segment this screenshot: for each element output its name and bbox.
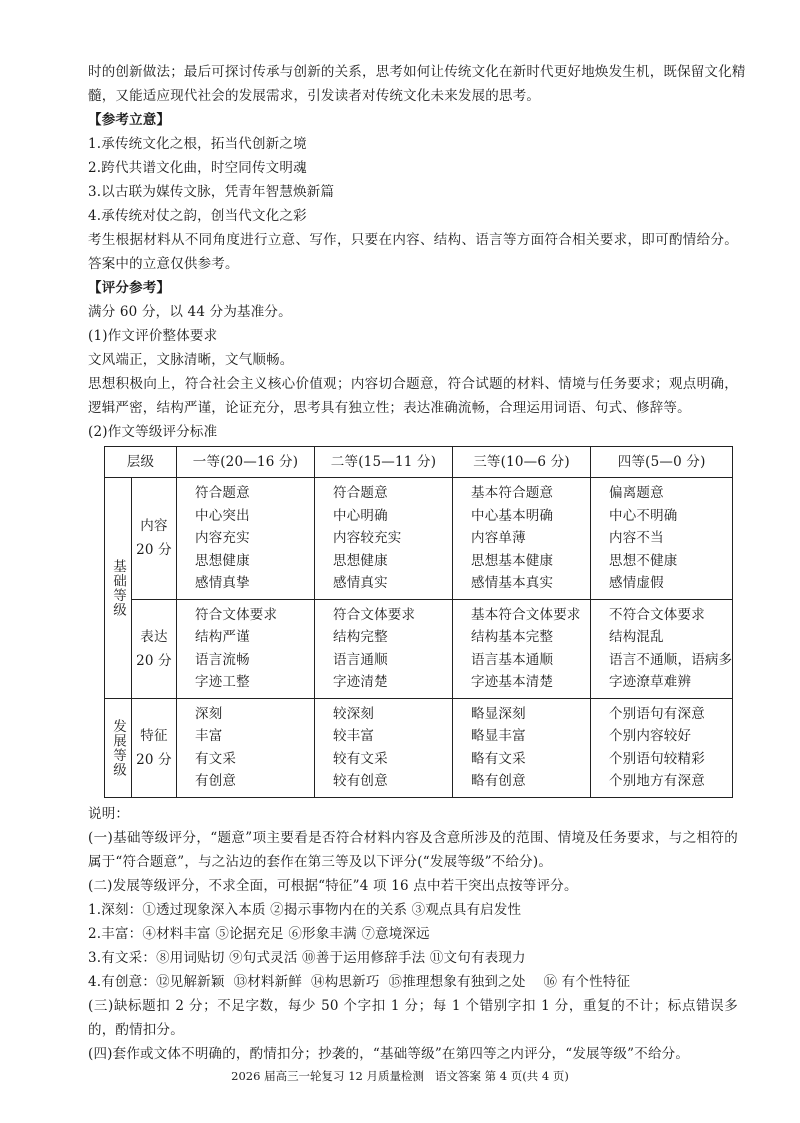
content-grade-3 <box>453 478 591 600</box>
feature-grade-3 <box>453 698 591 797</box>
intro-line-1: 时的创新做法；最后可探讨传承与创新的关系，思考如何让传统文化在新时代更好地焕发生机，既保留文化精 <box>88 64 746 80</box>
table-cell-text: 略有文采 <box>471 750 526 767</box>
ref-theme-heading: 【参考立意】 <box>88 112 171 128</box>
ref-theme-item-1: 1.承传统文化之根，拓当代创新之境 <box>88 136 307 152</box>
content-category-cell <box>132 478 177 600</box>
table-cell-text: 中心突出 <box>195 507 250 524</box>
table-cell-text: 较丰富 <box>333 728 375 744</box>
table-cell-text: 结构混乱 <box>609 629 664 645</box>
notes-heading: 说明： <box>88 805 130 822</box>
content-score: 20 分 <box>136 542 172 559</box>
table-cell-text: 字迹潦草难辨 <box>609 674 692 690</box>
expression-label: 表达 <box>140 628 168 645</box>
table-cell-text: 个别语句有深意 <box>609 705 705 722</box>
table-cell-text: 中心不明确 <box>609 507 678 524</box>
table-cell-text: 语言不通顺，语病多 <box>609 651 733 668</box>
feature-detail-1: 1.深刻：①透过现象深入本质 ②揭示事物内在的关系 ③观点具有启发性 <box>88 901 522 918</box>
header-grade-1: 一等(20—16 分) <box>177 447 315 478</box>
table-cell-text: 丰富 <box>195 728 223 744</box>
content-grade-2 <box>315 478 453 600</box>
table-cell-text: 内容单薄 <box>471 530 526 546</box>
table-cell-text: 思想健康 <box>195 552 250 569</box>
requirement-line-1: 文风端正，文脉清晰，文气顺畅。 <box>88 352 294 368</box>
feature-grade-1 <box>177 698 315 797</box>
feature-score: 20 分 <box>136 751 172 768</box>
basic-level-label: 基础等级 <box>110 558 126 617</box>
note-4: (四)套作或文体不明确的，酌情扣分；抄袭的，“基础等级”在第四等之内评分，“发展等级”不给分。 <box>88 1045 690 1062</box>
table-cell-text: 语言通顺 <box>333 651 388 668</box>
feature-detail-4: 4.有创意：⑫见解新颖 ⑬材料新鲜 ⑭构思新巧 ⑮推理想象有独到之处 ⑯ 有个性特征 <box>88 973 631 990</box>
feature-category-cell <box>132 698 177 797</box>
note-3: (三)缺标题扣 2 分；不足字数，每少 50 个字扣 1 分；每 1 个错别字扣 1 分，重复的不计；标点错误多的，酌情扣分。 <box>88 997 738 1038</box>
table-cell-text: 结构基本完整 <box>471 629 554 645</box>
table-cell-text: 内容充实 <box>195 530 250 546</box>
expression-grade-4 <box>591 599 733 698</box>
table-cell-text: 基本符合题意 <box>471 485 554 501</box>
table-cell-text: 个别地方有深意 <box>609 773 705 789</box>
table-cell-text: 中心明确 <box>333 507 388 524</box>
table-cell-text: 符合题意 <box>195 485 250 501</box>
table-cell-text: 语言基本通顺 <box>471 651 554 668</box>
table-cell-text: 结构完整 <box>333 629 388 645</box>
table-cell-text: 略有创意 <box>471 773 526 789</box>
expression-grade-2 <box>315 599 453 698</box>
table-cell-text: 有文采 <box>195 750 237 767</box>
table-cell-text: 偏离题意 <box>609 485 664 501</box>
content-grade-4 <box>591 478 733 600</box>
table-cell-text: 略显深刻 <box>471 705 526 722</box>
scoring-heading: 【评分参考】 <box>88 280 171 296</box>
table-cell-text: 语言流畅 <box>195 651 250 668</box>
basic-level-cell <box>105 478 132 699</box>
table-cell-text: 字迹基本清楚 <box>471 674 554 690</box>
header-level: 层级 <box>105 447 177 478</box>
ref-theme-item-2: 2.跨代共谱文化曲，时空同传文明魂 <box>88 160 307 176</box>
table-cell-text: 符合题意 <box>333 485 388 501</box>
table-cell-text: 不符合文体要求 <box>609 606 705 623</box>
ref-theme-item-4: 4.承传统对仗之韵，创当代文化之彩 <box>88 208 307 224</box>
table-cell-text: 个别语句较精彩 <box>609 750 705 767</box>
expression-grade-3 <box>453 599 591 698</box>
table-cell-text: 符合文体要求 <box>195 606 278 623</box>
grade-table-title: (2)作文等级评分标准 <box>88 424 218 440</box>
requirement-paragraph: 思想积极向上，符合社会主义核心价值观；内容切合题意，符合试题的材料、情境与任务要求；观点明确，逻辑严密，结构严谨，论证充分，思考具有独立性；表达准确流畅，合理运用词语、句式、修辞等。 <box>88 376 738 416</box>
page-content <box>88 60 746 1066</box>
ref-theme-item-3: 3.以古联为媒传文脉，凭青年智慧焕新篇 <box>88 184 335 200</box>
table-cell-text: 思想基本健康 <box>471 552 554 569</box>
note-1: (一)基础等级评分，“题意”项主要看是否符合材料内容及含意所涉及的范围、情境及任务要求，与之相符的属于“符合题意”，与之沾边的套作在第三等及以下评分(“发展等级”不给分)。 <box>88 829 738 870</box>
content-row <box>105 478 733 600</box>
header-grade-2: 二等(15—11 分) <box>315 447 453 478</box>
table-cell-text: 符合文体要求 <box>333 606 416 623</box>
table-cell-text: 内容较充实 <box>333 530 402 546</box>
development-level-label: 发展等级 <box>110 718 126 777</box>
requirement-title: (1)作文评价整体要求 <box>88 328 218 344</box>
table-cell-text: 略显丰富 <box>471 728 526 744</box>
table-cell-text: 深刻 <box>195 705 223 722</box>
header-grade-4: 四等(5—0 分) <box>591 447 733 478</box>
table-cell-text: 有创意 <box>195 773 237 789</box>
expression-category-cell <box>132 599 177 698</box>
ref-theme-note: 考生根据材料从不同角度进行立意、写作，只要在内容、结构、语言等方面符合相关要求，即可酌情给分。答案中的立意仅供参考。 <box>88 232 738 272</box>
table-cell-text: 思想不健康 <box>609 552 678 569</box>
table-cell-text: 思想健康 <box>333 552 388 569</box>
intro-line-2: 髓，又能适应现代社会的发展需求，引发读者对传统文化未来发展的思考。 <box>88 88 541 104</box>
table-cell-text: 基本符合文体要求 <box>471 606 581 623</box>
full-score-line: 满分 60 分，以 44 分为基准分。 <box>88 304 292 320</box>
note-2: (二)发展等级评分，不求全面，可根据“特征”4 项 16 点中若干突出点按等评分。 <box>88 877 578 894</box>
grade-table <box>104 446 733 798</box>
table-cell-text: 感情真实 <box>333 575 388 591</box>
header-grade-3: 三等(10—6 分) <box>453 447 591 478</box>
table-cell-text: 字迹工整 <box>195 674 250 690</box>
feature-detail-2: 2.丰富：④材料丰富 ⑤论据充足 ⑥形象丰满 ⑦意境深远 <box>88 925 430 942</box>
feature-row <box>105 698 733 797</box>
table-cell-text: 较深刻 <box>333 705 375 722</box>
page-footer: 2026 届高三一轮复习 12 月质量检测 语文答案 第 4 页(共 4 页) <box>231 1069 569 1083</box>
table-cell-text: 感情基本真实 <box>471 575 554 591</box>
grade-table-header-row <box>105 447 733 478</box>
table-cell-text: 中心基本明确 <box>471 507 554 524</box>
table-cell-text: 字迹清楚 <box>333 674 388 690</box>
table-cell-text: 个别内容较好 <box>609 728 692 744</box>
table-cell-text: 内容不当 <box>609 530 664 546</box>
development-level-cell <box>105 698 132 797</box>
table-cell-text: 结构严谨 <box>195 629 250 645</box>
expression-row <box>105 599 733 698</box>
feature-detail-3: 3.有文采：⑧用词贴切 ⑨句式灵活 ⑩善于运用修辞手法 ⑪文句有表现力 <box>88 949 526 966</box>
table-cell-text: 较有文采 <box>333 750 388 767</box>
content-grade-1 <box>177 478 315 600</box>
table-cell-text: 感情真挚 <box>195 575 250 591</box>
feature-grade-2 <box>315 698 453 797</box>
expression-grade-1 <box>177 599 315 698</box>
expression-score: 20 分 <box>136 652 172 669</box>
table-cell-text: 较有创意 <box>333 773 388 789</box>
table-cell-text: 感情虚假 <box>609 575 664 591</box>
feature-grade-4 <box>591 698 733 797</box>
feature-label: 特征 <box>140 727 168 744</box>
content-label: 内容 <box>140 518 168 535</box>
